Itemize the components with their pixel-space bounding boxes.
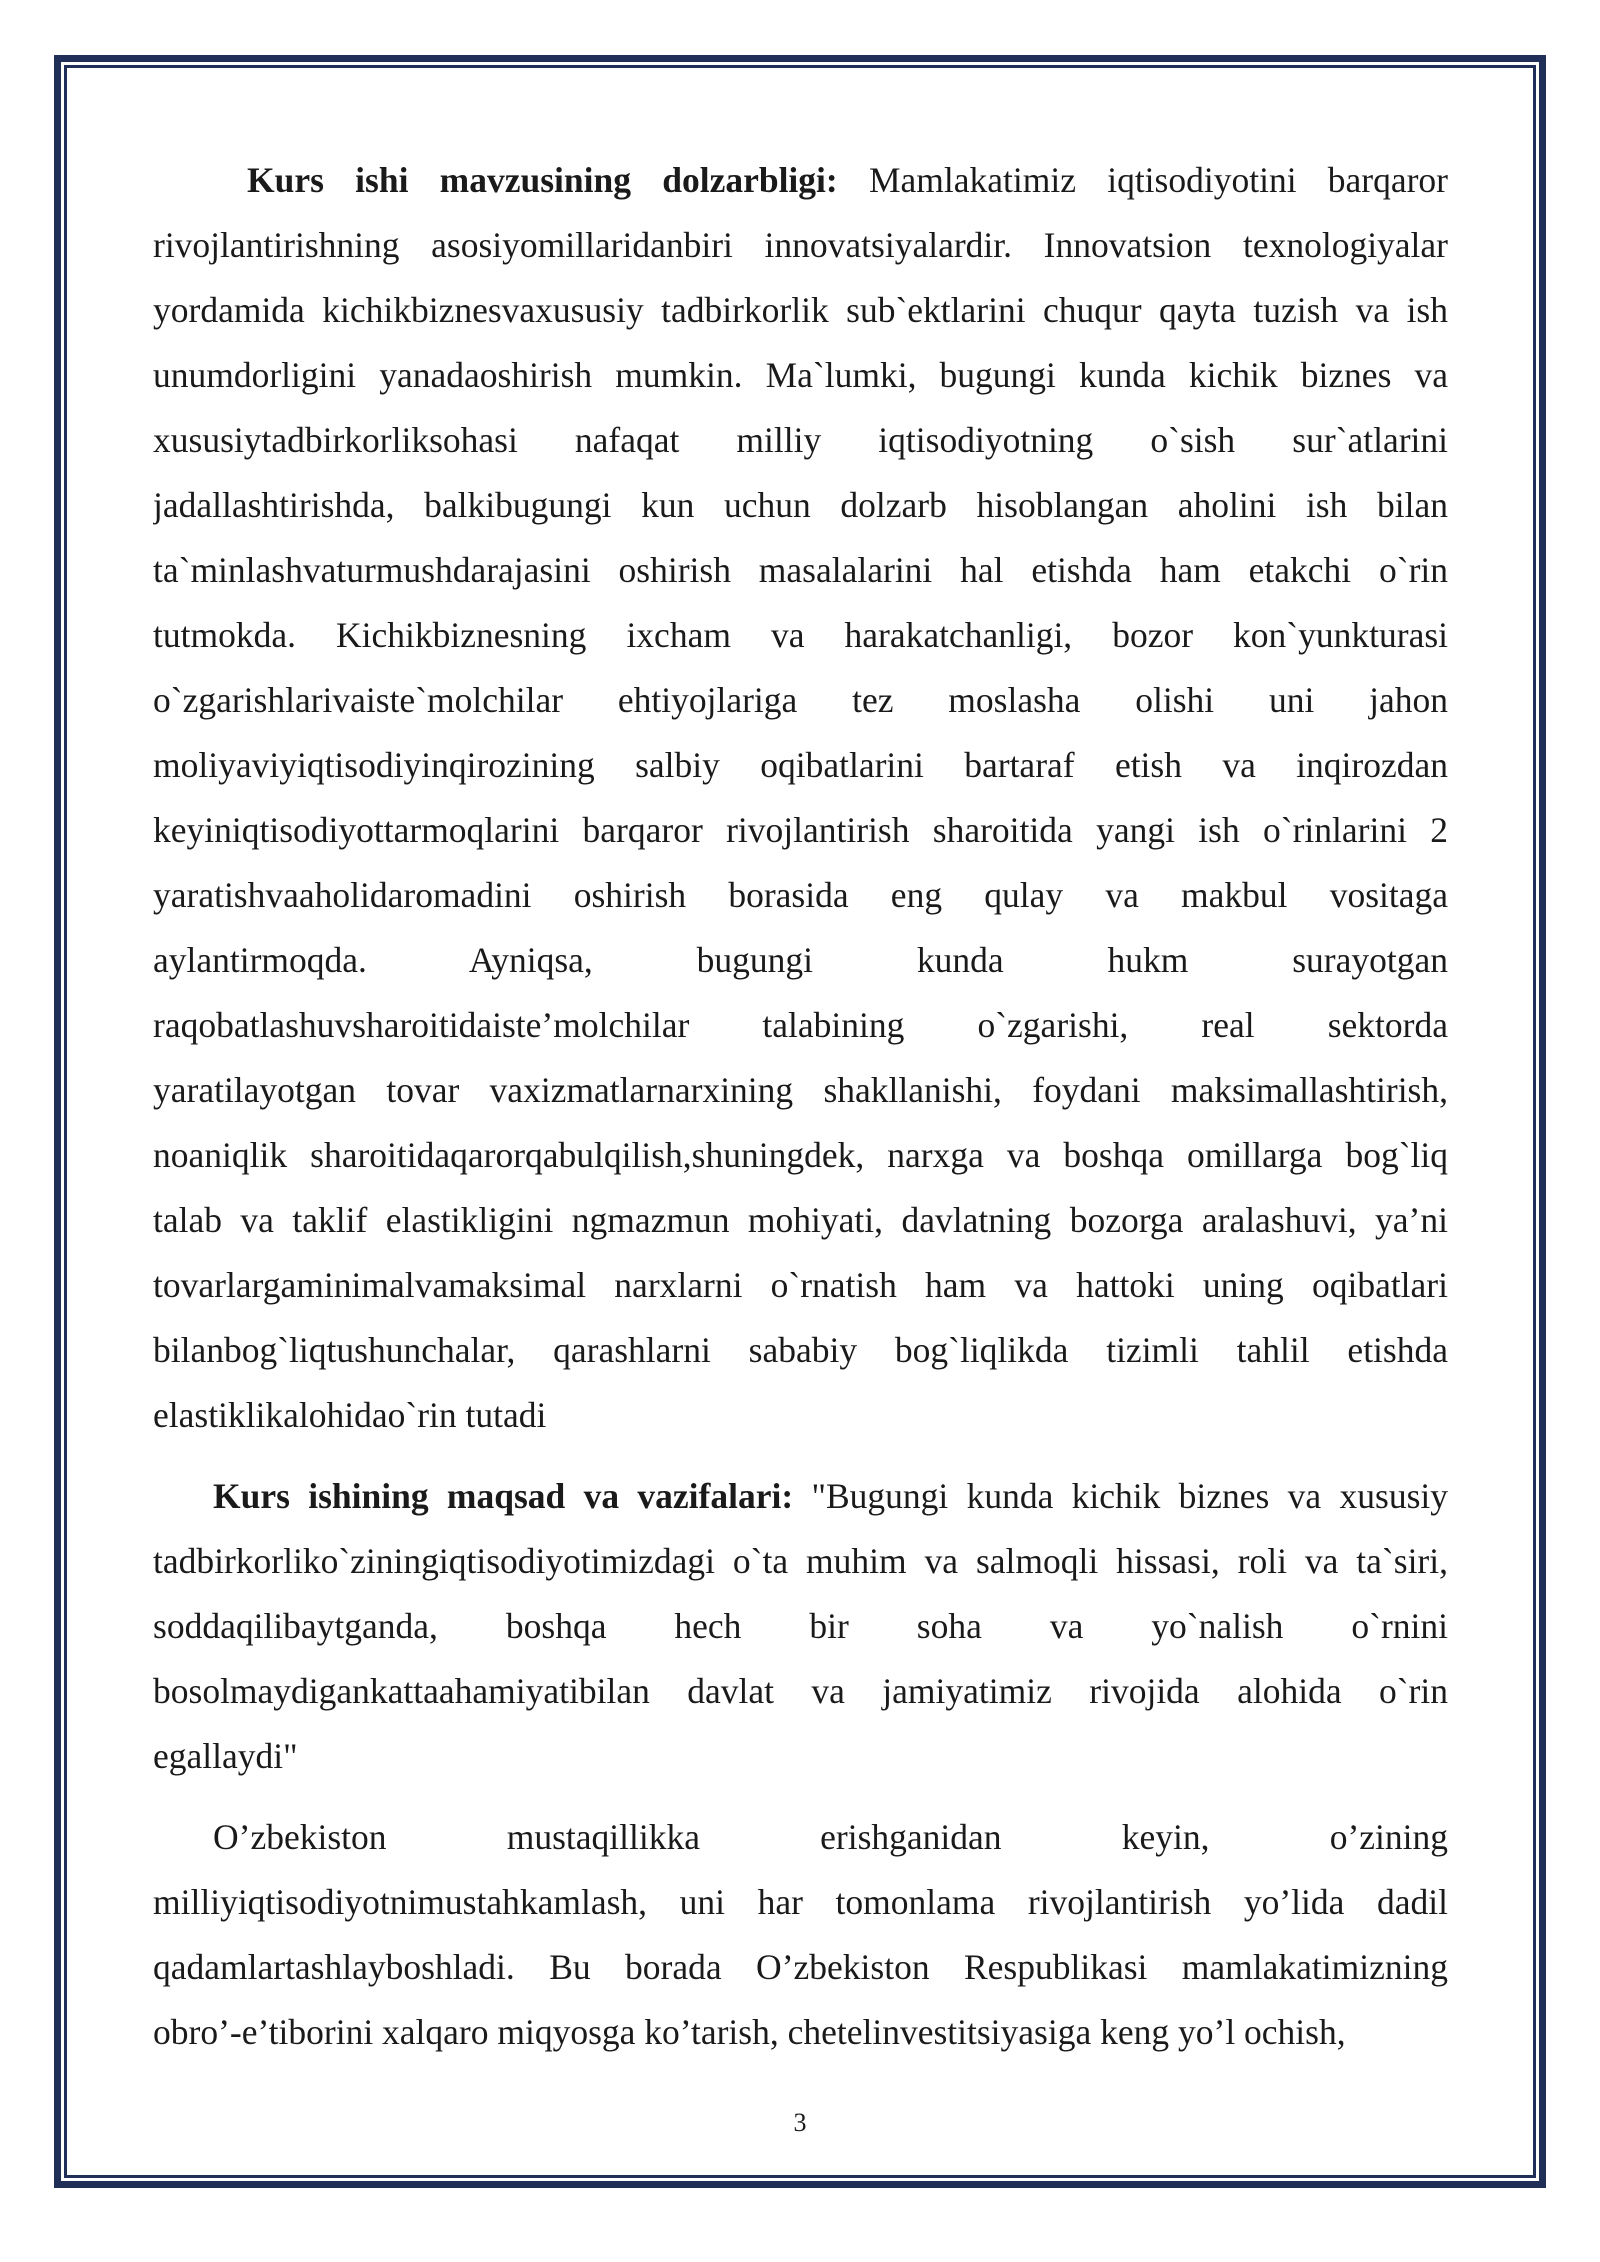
text-line (153, 278, 1448, 343)
text-line (153, 668, 1448, 733)
line-text: keyiniqtisodiyottarmoqlarini barqaror rivojlantirish sharoitida yangi ish o`rinlarini 2 (153, 810, 1448, 850)
text-line (153, 1805, 1448, 1870)
text-line (153, 1318, 1448, 1383)
line-text: milliyiqtisodiyotnimustahkamlash, uni har tomonlama rivojlantirish yo’lida dadil (153, 1882, 1448, 1922)
line-text: yaratilayotgan tovar vaxizmatlarnarxining shakllanishi, foydani maksimallashtirish, (153, 1070, 1448, 1110)
text-line (153, 1529, 1448, 1594)
line-text: unumdorligini yanadaoshirish mumkin. Ma`lumki, bugungi kunda kichik biznes va (153, 355, 1448, 395)
text-line (153, 1383, 1448, 1448)
text-line (153, 1724, 1448, 1789)
text-line (153, 798, 1448, 863)
line-text: tadbirkorliko`ziningiqtisodiyotimizdagi o`ta muhim va salmoqli hissasi, roli va ta`siri, (153, 1541, 1448, 1581)
text-line (153, 538, 1448, 603)
text-line (153, 733, 1448, 798)
text-line (153, 1123, 1448, 1188)
line-text: yaratishvaaholidaromadini oshirish borasida eng qulay va makbul vositaga (153, 875, 1448, 915)
text-line (153, 993, 1448, 1058)
text-line (153, 148, 1448, 213)
page-number: 3 (793, 2108, 807, 2137)
line-text: jadallashtirishda, balkibugungi kun uchun dolzarb hisoblangan aholini ish bilan (153, 485, 1448, 525)
line-text: "Bugungi kunda kichik biznes va xususiy (793, 1476, 1448, 1516)
line-text: aylantirmoqda. Ayniqsa, bugungi kunda hukm surayotgan (153, 940, 1448, 980)
line-text: tutmokda. Kichikbiznesning ixcham va harakatchanligi, bozor kon`yunkturasi (153, 615, 1448, 655)
line-text: talab va taklif elastikligini ngmazmun mohiyati, davlatning bozorga aralashuvi, ya’ni (153, 1200, 1448, 1240)
text-line (153, 1659, 1448, 1724)
text-line (153, 928, 1448, 993)
text-line (153, 343, 1448, 408)
paragraph-goals (153, 1464, 1448, 1789)
text-line (153, 1870, 1448, 1935)
text-line (153, 213, 1448, 278)
line-text: O’zbekiston mustaqillikka erishganidan keyin, o’zining (213, 1817, 1448, 1857)
line-text: tovarlargaminimalvamaksimal narxlarni o`rnatish ham va hattoki uning oqibatlari (153, 1265, 1448, 1305)
line-text: yordamida kichikbiznesvaxususiy tadbirkorlik sub`ektlarini chuqur qayta tuzish va ish (153, 290, 1448, 330)
text-line (153, 1464, 1448, 1529)
line-text: moliyaviyiqtisodiyinqirozining salbiy oqibatlarini bartaraf etish va inqirozdan (153, 745, 1448, 785)
line-text: soddaqilibaytganda, boshqa hech bir soha va yo`nalish o`rnini (153, 1606, 1448, 1646)
text-line (153, 408, 1448, 473)
line-text: bosolmaydigankattaahamiyatibilan davlat va jamiyatimiz rivojida alohida o`rin (153, 1671, 1448, 1711)
line-text: bilanbog`liqtushunchalar, qarashlarni sababiy bog`liqlikda tizimli tahlil etishda (153, 1330, 1448, 1370)
line-text: Mamlakatimiz iqtisodiyotini barqaror (837, 160, 1448, 200)
document-body (153, 148, 1448, 2081)
text-line (153, 1253, 1448, 1318)
text-line (153, 2000, 1448, 2065)
text-line (153, 1188, 1448, 1253)
line-text: xususiytadbirkorliksohasi nafaqat milliy iqtisodiyotning o`sish sur`atlarini (153, 420, 1448, 460)
line-text: noaniqlik sharoitidaqarorqabulqilish,shuningdek, narxga va boshqa omillarga bog`liq (153, 1135, 1448, 1175)
text-line (153, 603, 1448, 668)
line-text: obro’-e’tiborini xalqaro miqyosga ko’tarish, chetelinvestitsiyasiga keng yo’l ochish, (153, 2012, 1346, 2052)
line-text: elastiklikalohidao`rin tutadi (153, 1395, 547, 1435)
line-text: rivojlantirishning asosiyomillaridanbiri innovatsiyalardir. Innovatsion texnologiyalar (153, 225, 1448, 265)
line-text: raqobatlashuvsharoitidaiste’molchilar talabining o`zgarishi, real sektorda (153, 1005, 1448, 1045)
paragraph-independence (153, 1805, 1448, 2065)
paragraph-lead: Kurs ishining maqsad va vazifalari: (213, 1476, 794, 1516)
text-line (153, 863, 1448, 928)
line-text: qadamlartashlayboshladi. Bu borada O’zbekiston Respublikasi mamlakatimizning (153, 1947, 1448, 1987)
paragraph-relevance (153, 148, 1448, 1448)
text-line (153, 1058, 1448, 1123)
paragraph-lead: Kurs ishi mavzusining dolzarbligi: (247, 160, 838, 200)
line-text: ta`minlashvaturmushdarajasini oshirish masalalarini hal etishda ham etakchi o`rin (153, 550, 1448, 590)
line-text: o`zgarishlarivaiste`molchilar ehtiyojlariga tez moslasha olishi uni jahon (153, 680, 1448, 720)
text-line (153, 473, 1448, 538)
text-line (153, 1935, 1448, 2000)
line-text: egallaydi" (153, 1736, 298, 1776)
text-line (153, 1594, 1448, 1659)
